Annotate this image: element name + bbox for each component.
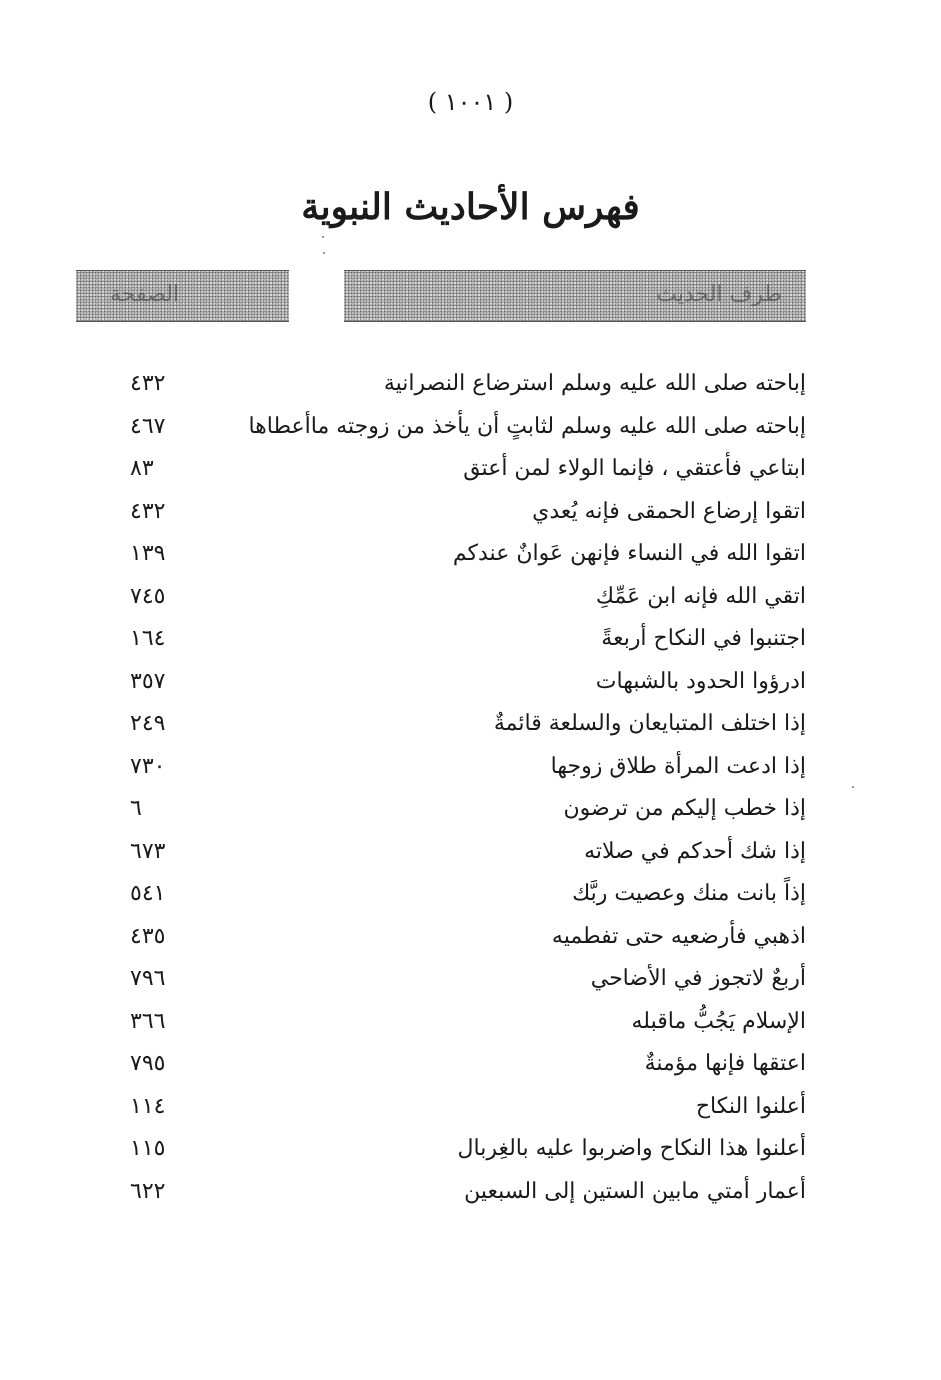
page-ref: ٦٢٢: [130, 1178, 166, 1204]
hadith-text: اتقوا الله في النساء فإنهن عَوانٌ عندكم: [452, 541, 806, 566]
hadith-text: إذا اختلف المتبايعان والسلعة قائمةٌ: [493, 711, 806, 736]
index-row: [130, 750, 806, 793]
hadith-text: إذاً بانت منك وعصيت ربَّك: [572, 881, 806, 906]
index-row: [130, 452, 806, 495]
index-row: [130, 495, 806, 538]
hadith-text: اتقوا إرضاع الحمقى فإنه يُعدي: [532, 498, 806, 524]
page-title: فهرس الأحاديث النبوية: [301, 186, 640, 228]
index-row: [130, 1090, 806, 1133]
scan-speck: [322, 236, 324, 238]
hadith-text: الإسلام يَجُبُّ ماقبله: [631, 1008, 806, 1034]
index-row: [130, 665, 806, 708]
index-row: [130, 622, 806, 665]
hadith-text: أعلنوا النكاح: [695, 1093, 806, 1119]
hadith-text: أربعٌ لاتجوز في الأضاحي: [590, 966, 806, 991]
page-ref: ٣٦٦: [130, 1008, 166, 1034]
scan-speck: [852, 786, 854, 788]
index-row: [130, 537, 806, 580]
index-row: [130, 877, 806, 920]
index-row: [130, 1047, 806, 1090]
index-header-bar: [76, 270, 806, 320]
page-ref: ٤٣٢: [130, 371, 166, 396]
hadith-index-list: [130, 367, 806, 1217]
page-ref: ٧٩٥: [130, 1051, 166, 1076]
index-row: [130, 410, 806, 453]
page-ref: ١٦٤: [130, 626, 166, 651]
index-row: [130, 707, 806, 750]
index-row: [130, 580, 806, 623]
index-row: [130, 1132, 806, 1175]
page-ref: ٤٦٧: [130, 413, 166, 439]
hadith-text: إذا ادعت المرأة طلاق زوجها: [550, 753, 806, 779]
index-row: [130, 962, 806, 1005]
page-ref: ٧٣٠: [130, 753, 166, 779]
page-ref: ١١٥: [130, 1136, 166, 1161]
hadith-text: ابتاعي فأعتقي ، فإنما الولاء لمن أعتق: [463, 456, 806, 481]
page-ref: ١٣٩: [130, 541, 166, 566]
index-row: [130, 1175, 806, 1218]
index-row: [130, 1005, 806, 1048]
hadith-text: إباحته صلى الله عليه وسلم استرضاع النصرانية: [383, 371, 806, 396]
page-ref: ٨٣: [130, 456, 154, 481]
index-row: [130, 835, 806, 878]
index-row: [130, 792, 806, 835]
hadith-text: أعلنوا هذا النكاح واضربوا عليه بالغِربال: [457, 1136, 806, 1161]
page-ref: ٦٧٣: [130, 838, 166, 864]
page-ref: ٢٤٩: [130, 711, 166, 736]
hadith-text: إذا خطب إليكم من ترضون: [563, 796, 806, 821]
hadith-text: ادرؤوا الحدود بالشبهات: [595, 668, 806, 694]
hadith-text: اتقي الله فإنه ابن عَمِّكِ: [595, 583, 806, 609]
hadith-text: اعتقها فإنها مؤمنةٌ: [644, 1051, 806, 1076]
hadith-text: إباحته صلى الله عليه وسلم لثابتٍ أن يأخذ من زوجته ماأعطاها: [248, 413, 806, 439]
hadith-text: أعمار أمتي مابين الستين إلى السبعين: [464, 1178, 806, 1204]
header-band-page: [76, 270, 289, 322]
index-row: [130, 367, 806, 410]
index-row: [130, 920, 806, 963]
page-number: ( ١٠٠١ ): [427, 88, 514, 116]
page-ref: ٧٩٦: [130, 966, 166, 991]
hadith-text: إذا شك أحدكم في صلاته: [584, 838, 806, 864]
page-ref: ٤٣٢: [130, 498, 166, 524]
header-label-page: الصفحة: [110, 282, 180, 307]
hadith-text: اذهبي فأرضعيه حتى تفطميه: [551, 923, 806, 949]
page-ref: ٥٤١: [130, 881, 166, 906]
page-ref: ٧٤٥: [130, 583, 166, 609]
page-ref: ٦: [130, 796, 142, 821]
page-ref: ١١٤: [130, 1093, 166, 1119]
hadith-text: اجتنبوا في النكاح أربعةً: [601, 626, 806, 651]
page-ref: ٤٣٥: [130, 923, 166, 949]
header-label-hadith: طرف الحديث: [656, 282, 782, 307]
page-ref: ٣٥٧: [130, 668, 166, 694]
scan-speck: [323, 252, 325, 254]
